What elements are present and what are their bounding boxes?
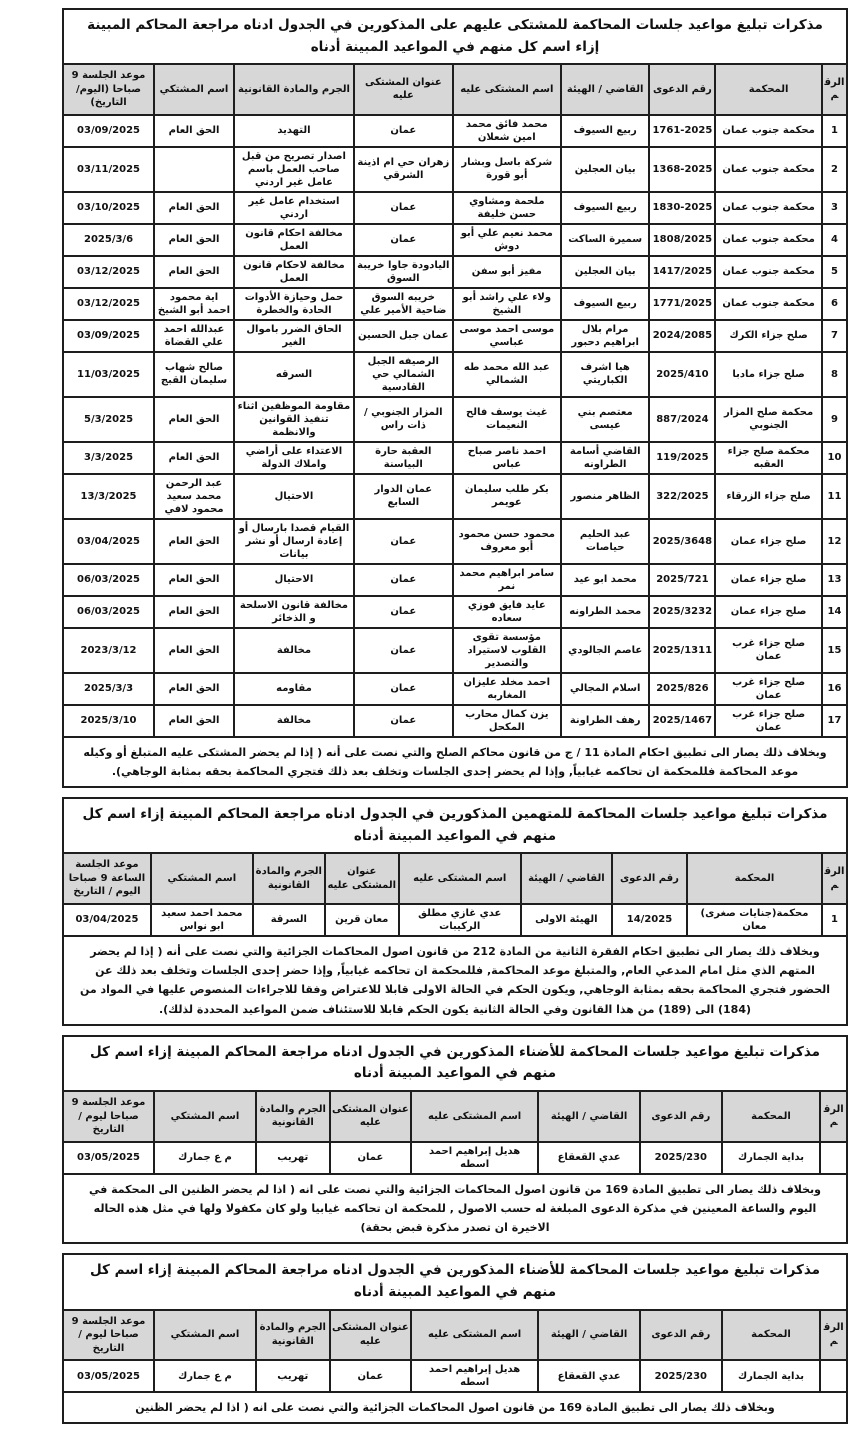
column-header: رقم الدعوى bbox=[649, 64, 715, 115]
table-cell: 2025/1467 bbox=[649, 705, 715, 737]
column-header: الجرم والمادة القانونية bbox=[234, 64, 354, 115]
table-cell: بيان العجلين bbox=[561, 147, 650, 192]
table-cell: استخدام عامل غير اردني bbox=[234, 192, 354, 224]
notice-section-accused bbox=[62, 797, 848, 1026]
footnote-row bbox=[63, 737, 847, 788]
column-header: اسم المشتكى عليه bbox=[453, 64, 561, 115]
column-header: اسم المشتكي bbox=[154, 1091, 256, 1142]
table-cell: عمان الدوار السابع bbox=[354, 474, 453, 519]
table-cell: 2025/3/6 bbox=[63, 224, 154, 256]
legal-footnote: وبخلاف ذلك يصار الى تطبيق المادة 169 من قانون اصول المحاكمات الجزائية والتي نصت على انه ( اذا لم يحضر الظنين الى المحكمة في اليوم والساعة المعينين في مذكرة الدعوى المبلغة له حسب الاصول , للمحكمة ان تحاكمه غيابيا ولو كان مكفولا ولها في مثل هذه الحاله الاخيرة ان تصدر مذكرة قبض بحقة) bbox=[63, 1174, 847, 1244]
table-cell: 03/12/2025 bbox=[63, 288, 154, 320]
table-cell: هيا اشرف الكباريتي bbox=[561, 352, 650, 397]
table-cell: 2025/230 bbox=[640, 1360, 722, 1392]
table-cell: بيان العجلين bbox=[561, 256, 650, 288]
table-cell: 06/03/2025 bbox=[63, 564, 154, 596]
column-header: القاضي / الهيئة bbox=[538, 1310, 640, 1361]
table-cell: 2 bbox=[822, 147, 847, 192]
table-cell: 322/2025 bbox=[649, 474, 715, 519]
table-cell: صلح جزاء عمان bbox=[715, 564, 822, 596]
legal-footnote: وبخلاف ذلك يصار الى تطبيق احكام الفقرة الثانية من المادة 212 من قانون اصول المحاكمات الجزائية والتي نصت على أنه ( إذا لم يحضر المتهم الذي مثل امام المدعي العام, والمتبلغ موعد المحاكمة, فللمحكمة ان تحاكمه غيابياً, وإذا حضر إحدى الجلسات وتخلف بعد ذلك عن الحضور فتجري المحاكمة بحقه بمثابة الوجاهي, ويكون الحكم في الحالة الاولى قابلا للاعتراض وفقا للاجراءات المنصوص عليها في المواد من (184) الى (189) من هذا القانون وفي الحالة الثانية يكون الحكم قابلا للاستئناف ضمن المواعيد المحددة لذلك). bbox=[63, 936, 847, 1025]
title-row bbox=[63, 1254, 847, 1309]
table-cell: صلح جزاء عمان bbox=[715, 596, 822, 628]
table-cell: 1 bbox=[822, 115, 847, 147]
table-cell: عمان bbox=[354, 673, 453, 705]
table-cell: الاحتيال bbox=[234, 474, 354, 519]
table-cell: 03/10/2025 bbox=[63, 192, 154, 224]
legal-footnote: وبخلاف ذلك يصار الى تطبيق احكام المادة 11 / ج من قانون محاكم الصلح والتي نصت على أنه ( إذا لم يحضر المشتكى عليه المتبلغ أو وكيله موعد المحاكمة فللمحكمة ان تحاكمه غيابياً, وإذا لم يحضر إحدى الجلسات وتخلف بعد ذلك فتجري المحاكمة بحقه بمثابة الوجاهي). bbox=[63, 737, 847, 788]
table-cell: محكمة جنوب عمان bbox=[715, 115, 822, 147]
column-header: القاضي / الهيئة bbox=[538, 1091, 640, 1142]
table-cell: هديل إبراهيم احمد اسطه bbox=[411, 1360, 538, 1392]
header-row bbox=[63, 1091, 847, 1142]
table-cell: اصدار تصريح من قبل صاحب العمل باسم عامل غير اردني bbox=[234, 147, 354, 192]
table-body bbox=[63, 1142, 847, 1174]
table-cell: 1 bbox=[822, 904, 847, 936]
table-cell: 06/03/2025 bbox=[63, 596, 154, 628]
table-cell: شركة باسل وبشار أبو قورة bbox=[453, 147, 561, 192]
table-cell: اليادودة جاوا خريبة السوق bbox=[354, 256, 453, 288]
table-cell: الهيئة الاولى bbox=[521, 904, 612, 936]
table-cell: يزن كمال محارب المكحل bbox=[453, 705, 561, 737]
table-cell: الحق العام bbox=[154, 519, 234, 564]
table-cell: 13 bbox=[822, 564, 847, 596]
column-header: رقم الدعوى bbox=[612, 853, 687, 904]
footnote-row bbox=[63, 1174, 847, 1244]
table-cell: 13/3/2025 bbox=[63, 474, 154, 519]
table-row bbox=[63, 596, 847, 628]
table-cell: ربيع السيوف bbox=[561, 115, 650, 147]
table-cell: محمد نعيم علي أبو دوش bbox=[453, 224, 561, 256]
table-cell: ملحمة ومشاوي حسن خليفة bbox=[453, 192, 561, 224]
title-row bbox=[63, 1036, 847, 1091]
table-row bbox=[63, 397, 847, 442]
table-cell bbox=[820, 1142, 847, 1174]
column-header: عنوان المشتكى عليه bbox=[325, 853, 399, 904]
column-header: اسم المشتكى عليه bbox=[411, 1310, 538, 1361]
table-cell: التهديد bbox=[234, 115, 354, 147]
table-cell: 16 bbox=[822, 673, 847, 705]
table-cell: عاصم الجالودي bbox=[561, 628, 650, 673]
table-cell: 119/2025 bbox=[649, 442, 715, 474]
table-cell: الظاهر منصور bbox=[561, 474, 650, 519]
table-cell: محكمة جنوب عمان bbox=[715, 224, 822, 256]
table-cell: عمان bbox=[354, 519, 453, 564]
table-cell: ربيع السيوف bbox=[561, 288, 650, 320]
table-cell: 11/03/2025 bbox=[63, 352, 154, 397]
table-cell: عمان bbox=[354, 705, 453, 737]
table-cell: معان قرين bbox=[325, 904, 399, 936]
document-page bbox=[62, 8, 848, 1433]
column-header: الرقم bbox=[822, 64, 847, 115]
table-cell: الحاق الضرر باموال الغير bbox=[234, 320, 354, 352]
table-cell: 1830-2025 bbox=[649, 192, 715, 224]
table-cell: الحق العام bbox=[154, 628, 234, 673]
table-cell: عبد الله محمد طه الشمالي bbox=[453, 352, 561, 397]
table-row bbox=[63, 320, 847, 352]
table-cell: الحق العام bbox=[154, 224, 234, 256]
column-header: القاضي / الهيئة bbox=[561, 64, 650, 115]
column-header: رقم الدعوى bbox=[640, 1310, 722, 1361]
table-cell: 2025/410 bbox=[649, 352, 715, 397]
column-header: اسم المشتكى عليه bbox=[411, 1091, 538, 1142]
column-header: المحكمة bbox=[722, 1310, 821, 1361]
table-cell: محكمة(جنايات صغرى) معان bbox=[687, 904, 822, 936]
table-cell: مقاومه bbox=[234, 673, 354, 705]
table-cell: 7 bbox=[822, 320, 847, 352]
table-body bbox=[63, 1360, 847, 1392]
table-cell: زهران حي ام اذينة الشرقي bbox=[354, 147, 453, 192]
section-title: مذكرات تبليغ مواعيد جلسات المحاكمة للمشتكى عليهم على المذكورين في الجدول ادناه مراجعة المحاكم المبينة إزاء اسم كل منهم في المواعيد المبينة أدناه bbox=[63, 9, 847, 64]
table-cell: الاحتيال bbox=[234, 564, 354, 596]
table-cell: حمل وحيازة الأدوات الحادة والخطرة bbox=[234, 288, 354, 320]
title-row bbox=[63, 798, 847, 853]
table-cell: م ع جمارك bbox=[154, 1142, 256, 1174]
table-row bbox=[63, 115, 847, 147]
table-cell: صلح جزاء عمان bbox=[715, 519, 822, 564]
table-cell: تهريب bbox=[256, 1142, 330, 1174]
table-cell: بكر طلب سليمان عويمر bbox=[453, 474, 561, 519]
table-cell: محمد احمد سعيد ابو نواس bbox=[151, 904, 253, 936]
table-cell bbox=[154, 147, 234, 192]
table-cell: محكمة صلح جزاء العقبه bbox=[715, 442, 822, 474]
table-cell: 2025/3/10 bbox=[63, 705, 154, 737]
table-cell: 2023/3/12 bbox=[63, 628, 154, 673]
column-header: موعد الجلسة 9 صباحا ليوم / التاريخ bbox=[63, 1310, 154, 1361]
table-row bbox=[63, 442, 847, 474]
table-row bbox=[63, 147, 847, 192]
table-cell: بداية الجمارك bbox=[722, 1360, 821, 1392]
header-row bbox=[63, 64, 847, 115]
table-cell: الحق العام bbox=[154, 596, 234, 628]
table-row bbox=[63, 673, 847, 705]
table-cell: عايد فايق فوزي سعاده bbox=[453, 596, 561, 628]
table-cell: رهف الطراونة bbox=[561, 705, 650, 737]
table-cell: عمان bbox=[354, 596, 453, 628]
column-header: الجرم والمادة القانونية bbox=[256, 1091, 330, 1142]
table-cell: موسى احمد موسى عباسي bbox=[453, 320, 561, 352]
table-cell: 1761-2025 bbox=[649, 115, 715, 147]
table-body bbox=[63, 115, 847, 737]
column-header: موعد الجلسة الساعة 9 صباحا اليوم / التاريخ bbox=[63, 853, 151, 904]
table-cell: 03/04/2025 bbox=[63, 519, 154, 564]
table-cell: الحق العام bbox=[154, 442, 234, 474]
table-cell: الحق العام bbox=[154, 192, 234, 224]
table-cell: ربيع السيوف bbox=[561, 192, 650, 224]
court-notices-table-2 bbox=[62, 797, 848, 1026]
header-row bbox=[63, 853, 847, 904]
table-cell: عمان جبل الحسين bbox=[354, 320, 453, 352]
table-row bbox=[63, 904, 847, 936]
table-cell: مخالفة قانون الاسلحة و الذخائر bbox=[234, 596, 354, 628]
table-cell: عبد الحليم حياصات bbox=[561, 519, 650, 564]
table-cell: محكمة جنوب عمان bbox=[715, 288, 822, 320]
table-cell: مفيز أبو سفن bbox=[453, 256, 561, 288]
table-cell: صلح جزاء غرب عمان bbox=[715, 673, 822, 705]
column-header: الرقم bbox=[822, 853, 847, 904]
table-cell: صلح جزاء مادبا bbox=[715, 352, 822, 397]
table-cell: مرام بلال ابراهيم دحبور bbox=[561, 320, 650, 352]
table-cell: خريبه السوق ضاحية الأمير علي bbox=[354, 288, 453, 320]
table-cell: صلح جزاء الكرك bbox=[715, 320, 822, 352]
header-row bbox=[63, 1310, 847, 1361]
table-cell: 1771/2025 bbox=[649, 288, 715, 320]
column-header: موعد الجلسة 9 صباحا (اليوم/التاريخ) bbox=[63, 64, 154, 115]
section-title: مذكرات تبليغ مواعيد جلسات المحاكمة للأضناء المذكورين في الجدول ادناه مراجعة المحاكم المبينة إزاء اسم كل منهم في المواعيد المبينة أدناه bbox=[63, 1036, 847, 1091]
title-row bbox=[63, 9, 847, 64]
section-title: مذكرات تبليغ مواعيد جلسات المحاكمة للمتهمين المذكورين في الجدول ادناه مراجعة المحاكم المبينة إزاء اسم كل منهم في المواعيد المبينة أدناه bbox=[63, 798, 847, 853]
section-title: مذكرات تبليغ مواعيد جلسات المحاكمة للأضناء المذكورين في الجدول ادناه مراجعة المحاكم المبينة إزاء اسم كل منهم في المواعيد المبينة أدناه bbox=[63, 1254, 847, 1309]
table-cell: 03/05/2025 bbox=[63, 1142, 154, 1174]
table-cell: صلح جزاء الزرقاء bbox=[715, 474, 822, 519]
table-row bbox=[63, 474, 847, 519]
table-cell: عبدالله احمد علي القضاة bbox=[154, 320, 234, 352]
table-cell: الاعتداء على أراضي واملاك الدولة bbox=[234, 442, 354, 474]
table-cell: 1417/2025 bbox=[649, 256, 715, 288]
table-cell: ولاء علي راشد أبو الشيخ bbox=[453, 288, 561, 320]
table-cell: 5 bbox=[822, 256, 847, 288]
column-header: الرقم bbox=[820, 1091, 847, 1142]
table-cell: 2025/721 bbox=[649, 564, 715, 596]
table-cell: سميرة الساكت bbox=[561, 224, 650, 256]
table-cell: 12 bbox=[822, 519, 847, 564]
table-row bbox=[63, 1142, 847, 1174]
table-cell: محكمة صلح المزار الجنوبي bbox=[715, 397, 822, 442]
table-cell: مقاومة الموظفين اثناء تنفيذ القوانين والانظمة bbox=[234, 397, 354, 442]
table-cell: عمان bbox=[354, 115, 453, 147]
table-cell: محمد الطراونه bbox=[561, 596, 650, 628]
table-body bbox=[63, 904, 847, 936]
table-cell: 3/3/2025 bbox=[63, 442, 154, 474]
table-cell: 887/2024 bbox=[649, 397, 715, 442]
table-cell: 1808/2025 bbox=[649, 224, 715, 256]
table-cell: 11 bbox=[822, 474, 847, 519]
table-cell: السرقة bbox=[253, 904, 325, 936]
table-cell: الحق العام bbox=[154, 256, 234, 288]
table-cell bbox=[820, 1360, 847, 1392]
table-row bbox=[63, 564, 847, 596]
column-header: اسم المشتكى عليه bbox=[399, 853, 521, 904]
table-cell: معتصم بني عيسى bbox=[561, 397, 650, 442]
table-cell: 10 bbox=[822, 442, 847, 474]
table-cell: 2025/1311 bbox=[649, 628, 715, 673]
table-cell: 3 bbox=[822, 192, 847, 224]
table-cell: احمد مخلد عليزان المغاربه bbox=[453, 673, 561, 705]
table-cell: 03/09/2025 bbox=[63, 320, 154, 352]
table-cell: غيث يوسف فالح النعيمات bbox=[453, 397, 561, 442]
table-cell: السرقه bbox=[234, 352, 354, 397]
table-cell: مؤسسة تقوى القلوب لاستيراد والتصدير bbox=[453, 628, 561, 673]
table-cell: بداية الجمارك bbox=[722, 1142, 821, 1174]
column-header: عنوان المشتكى عليه bbox=[330, 1310, 412, 1361]
column-header: الرقم bbox=[820, 1310, 847, 1361]
table-cell: 2025/3/3 bbox=[63, 673, 154, 705]
notice-section-defendants bbox=[62, 8, 848, 788]
table-cell: عدي غازي مطلق الركيبات bbox=[399, 904, 521, 936]
column-header: عنوان المشتكى عليه bbox=[330, 1091, 412, 1142]
table-row bbox=[63, 519, 847, 564]
table-cell: 15 bbox=[822, 628, 847, 673]
table-row bbox=[63, 1360, 847, 1392]
table-cell: 6 bbox=[822, 288, 847, 320]
column-header: اسم المشتكي bbox=[151, 853, 253, 904]
table-cell: محكمة جنوب عمان bbox=[715, 147, 822, 192]
table-cell: مخالفة bbox=[234, 628, 354, 673]
column-header: اسم المشتكي bbox=[154, 1310, 256, 1361]
table-row bbox=[63, 705, 847, 737]
table-cell: 17 bbox=[822, 705, 847, 737]
table-cell: 9 bbox=[822, 397, 847, 442]
table-cell: 03/05/2025 bbox=[63, 1360, 154, 1392]
table-cell: محكمة جنوب عمان bbox=[715, 192, 822, 224]
table-cell: 2024/2085 bbox=[649, 320, 715, 352]
column-header: الجرم والمادة القانونية bbox=[253, 853, 325, 904]
table-row bbox=[63, 628, 847, 673]
table-row bbox=[63, 192, 847, 224]
table-cell: الحق العام bbox=[154, 705, 234, 737]
table-cell: الحق العام bbox=[154, 673, 234, 705]
table-cell: 1368-2025 bbox=[649, 147, 715, 192]
table-cell: العقبة حارة البياسنة bbox=[354, 442, 453, 474]
notice-section-suspects-1 bbox=[62, 1035, 848, 1244]
footnote-row bbox=[63, 936, 847, 1025]
table-cell: مخالفة لاحكام قانون العمل bbox=[234, 256, 354, 288]
court-notices-table-3 bbox=[62, 1035, 848, 1244]
column-header: المحكمة bbox=[722, 1091, 821, 1142]
table-cell: 2025/3232 bbox=[649, 596, 715, 628]
table-cell: عدي القعقاع bbox=[538, 1360, 640, 1392]
table-cell: عمان bbox=[354, 628, 453, 673]
table-cell: المزار الجنوبي / ذات راس bbox=[354, 397, 453, 442]
table-cell: مخالفة bbox=[234, 705, 354, 737]
table-cell: محكمة جنوب عمان bbox=[715, 256, 822, 288]
table-cell: محمود حسن محمود أبو معروف bbox=[453, 519, 561, 564]
table-cell: عمان bbox=[354, 564, 453, 596]
table-cell: 03/09/2025 bbox=[63, 115, 154, 147]
table-cell: عمان bbox=[354, 224, 453, 256]
table-cell: عمان bbox=[330, 1360, 412, 1392]
table-row bbox=[63, 352, 847, 397]
column-header: الجرم والمادة القانونية bbox=[256, 1310, 330, 1361]
column-header: المحكمة bbox=[715, 64, 822, 115]
table-cell: الرصيفه الجبل الشمالي حي القادسية bbox=[354, 352, 453, 397]
table-cell: صلح جزاء غرب عمان bbox=[715, 705, 822, 737]
table-cell: 03/04/2025 bbox=[63, 904, 151, 936]
table-cell: مخالفة احكام قانون العمل bbox=[234, 224, 354, 256]
court-notices-table-1 bbox=[62, 8, 848, 788]
column-header: موعد الجلسة 9 صباحا ليوم / التاريخ bbox=[63, 1091, 154, 1142]
table-cell: الحق العام bbox=[154, 564, 234, 596]
column-header: رقم الدعوى bbox=[640, 1091, 722, 1142]
column-header: القاضي / الهيئة bbox=[521, 853, 612, 904]
table-cell: م ع جمارك bbox=[154, 1360, 256, 1392]
column-header: عنوان المشتكى عليه bbox=[354, 64, 453, 115]
table-cell: 8 bbox=[822, 352, 847, 397]
table-cell: اسلام المجالي bbox=[561, 673, 650, 705]
table-cell: عبد الرحمن محمد سعيد محمود لافي bbox=[154, 474, 234, 519]
table-cell: الحق العام bbox=[154, 115, 234, 147]
table-cell: عدي القعقاع bbox=[538, 1142, 640, 1174]
court-notices-table-4 bbox=[62, 1253, 848, 1424]
table-cell: صلح جزاء غرب عمان bbox=[715, 628, 822, 673]
table-row bbox=[63, 288, 847, 320]
table-cell: 5/3/2025 bbox=[63, 397, 154, 442]
table-cell: 03/11/2025 bbox=[63, 147, 154, 192]
table-cell: عمان bbox=[330, 1142, 412, 1174]
table-cell: سامر ابراهيم محمد نمر bbox=[453, 564, 561, 596]
column-header: اسم المشتكي bbox=[154, 64, 234, 115]
table-cell: 14 bbox=[822, 596, 847, 628]
table-cell: محمد ابو عيد bbox=[561, 564, 650, 596]
table-cell: عمان bbox=[354, 192, 453, 224]
column-header: المحكمة bbox=[687, 853, 822, 904]
table-cell: احمد ناصر صباح عباس bbox=[453, 442, 561, 474]
table-cell: تهريب bbox=[256, 1360, 330, 1392]
table-cell: 2025/230 bbox=[640, 1142, 722, 1174]
table-cell: القاضي أسامة الطراونه bbox=[561, 442, 650, 474]
table-cell: هديل إبراهيم احمد اسطه bbox=[411, 1142, 538, 1174]
table-cell: محمد فائق محمد امين شعلان bbox=[453, 115, 561, 147]
table-cell: القيام قصدا بارسال أو إعادة ارسال أو نشر بيانات bbox=[234, 519, 354, 564]
footnote-row bbox=[63, 1392, 847, 1423]
table-cell: صالح شهاب سليمان القبج bbox=[154, 352, 234, 397]
table-cell: الحق العام bbox=[154, 397, 234, 442]
table-cell: 2025/3648 bbox=[649, 519, 715, 564]
table-cell: 14/2025 bbox=[612, 904, 687, 936]
table-cell: 03/12/2025 bbox=[63, 256, 154, 288]
notice-section-suspects-2 bbox=[62, 1253, 848, 1424]
legal-footnote: وبخلاف ذلك يصار الى تطبيق المادة 169 من قانون اصول المحاكمات الجزائية والتي نصت على انه ( اذا لم يحضر الظنين bbox=[63, 1392, 847, 1423]
table-row bbox=[63, 224, 847, 256]
table-cell: اية محمود احمد أبو الشيخ bbox=[154, 288, 234, 320]
table-cell: 2025/826 bbox=[649, 673, 715, 705]
table-row bbox=[63, 256, 847, 288]
table-cell: 4 bbox=[822, 224, 847, 256]
